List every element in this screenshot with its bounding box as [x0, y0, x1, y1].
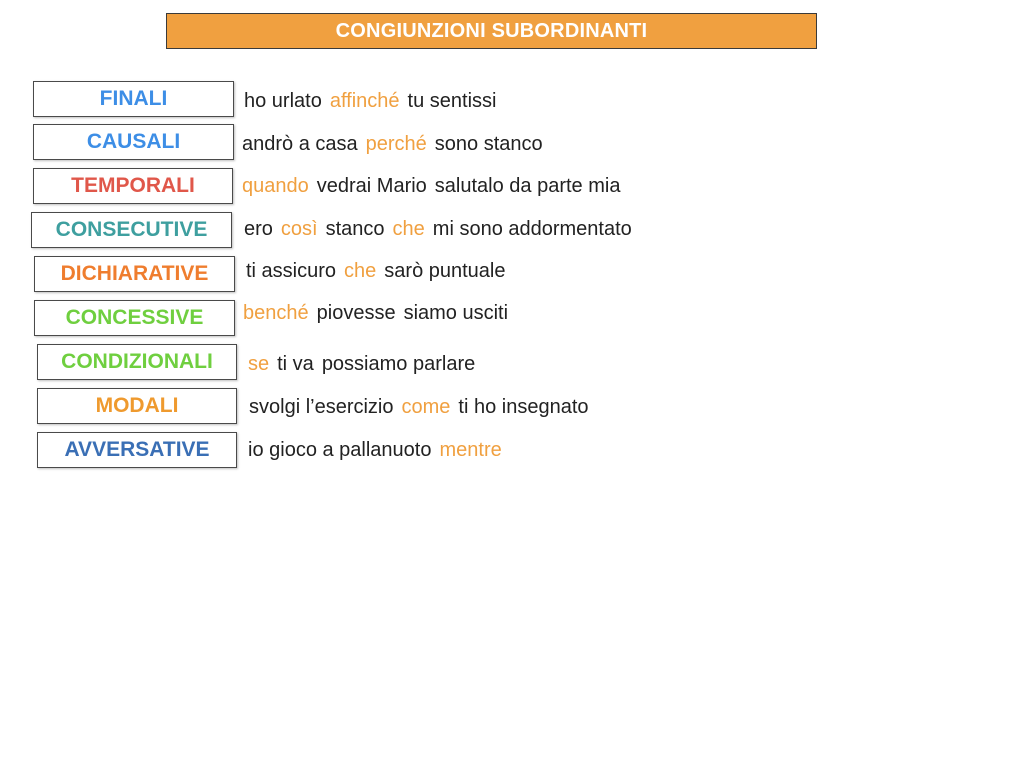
example-sentence-condizionali [248, 352, 483, 376]
example-sentence-concessive [243, 301, 516, 325]
conjunction-word: che [392, 218, 425, 240]
example-sentence-modali [249, 395, 597, 419]
sentence-fragment: stanco [325, 218, 385, 240]
conjunction-word: come [401, 396, 451, 418]
example-sentence-dichiarative [246, 259, 513, 283]
sentence-fragment: io gioco a pallanuoto [248, 439, 432, 461]
sentence-fragment: mi sono addormentato [432, 218, 632, 240]
conjunction-word: così [280, 218, 318, 240]
conjunction-word: perché [365, 133, 427, 155]
example-sentence-causali [242, 132, 551, 156]
label-box-modali: MODALI [37, 388, 237, 424]
conjunction-word: mentre [439, 439, 502, 461]
example-sentence-finali [244, 89, 504, 113]
label-box-consecutive: CONSECUTIVE [31, 212, 232, 248]
sentence-fragment: ti assicuro [246, 260, 337, 282]
label-box-concessive: CONCESSIVE [34, 300, 235, 336]
sentence-fragment: svolgi l’esercizio [249, 396, 394, 418]
sentence-fragment: tu sentissi [407, 90, 497, 112]
sentence-fragment: ti ho insegnato [458, 396, 589, 418]
sentence-fragment: piovesse [316, 302, 396, 324]
sentence-fragment: sarò puntuale [384, 260, 506, 282]
slide-title: CONGIUNZIONI SUBORDINANTI [166, 13, 817, 49]
label-box-dichiarative: DICHIARATIVE [34, 256, 235, 292]
sentence-fragment: salutalo da parte mia [434, 175, 621, 197]
sentence-fragment: ho urlato [244, 90, 322, 112]
conjunction-word: quando [242, 175, 309, 197]
label-box-finali: FINALI [33, 81, 234, 117]
sentence-fragment: andrò a casa [242, 133, 358, 155]
sentence-fragment: siamo usciti [403, 302, 509, 324]
label-box-avversative: AVVERSATIVE [37, 432, 237, 468]
label-box-temporali: TEMPORALI [33, 168, 233, 204]
conjunction-word: se [248, 353, 270, 375]
label-box-causali: CAUSALI [33, 124, 234, 160]
sentence-fragment: possiamo parlare [321, 353, 476, 375]
conjunction-word: che [344, 260, 377, 282]
sentence-fragment: ero [244, 218, 273, 240]
conjunction-word: benché [243, 302, 309, 324]
label-box-condizionali: CONDIZIONALI [37, 344, 237, 380]
sentence-fragment: vedrai Mario [316, 175, 427, 197]
conjunction-word: affinché [329, 90, 400, 112]
example-sentence-avversative [248, 438, 510, 462]
example-sentence-consecutive [244, 217, 640, 241]
sentence-fragment: sono stanco [434, 133, 543, 155]
sentence-fragment: ti va [277, 353, 314, 375]
example-sentence-temporali [242, 174, 628, 198]
